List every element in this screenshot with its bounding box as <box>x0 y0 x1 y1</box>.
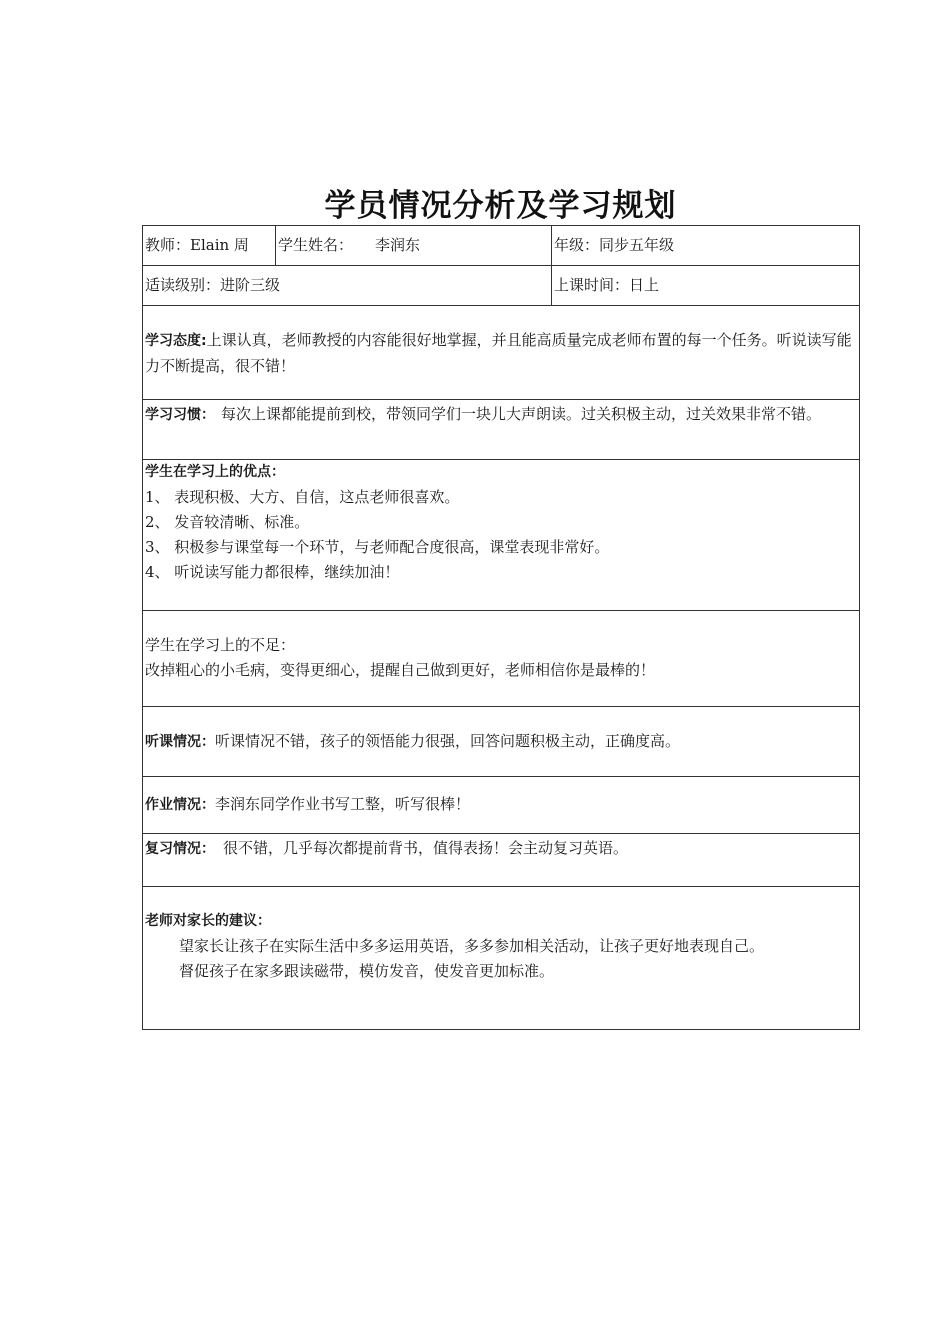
attitude-row <box>143 306 860 400</box>
strengths-label: 学生在学习上的优点： <box>145 464 285 480</box>
listening-cell <box>143 707 860 777</box>
advice-label: 老师对家长的建议： <box>145 913 271 929</box>
habits-cell <box>143 400 860 460</box>
weaknesses-text: 改掉粗心的小毛病，变得更细心，提醒自己做到更好，老师相信你是最棒的！ <box>145 661 656 679</box>
review-label: 复习情况： <box>145 841 215 857</box>
advice-cell <box>143 887 860 1030</box>
listening-label: 听课情况： <box>145 733 215 750</box>
homework-row <box>143 777 860 834</box>
teacher-cell <box>143 226 276 266</box>
strengths-row <box>143 460 860 611</box>
strengths-item-1: 1、 表现积极、大方、自信，这点老师很喜欢。 <box>145 488 460 506</box>
weaknesses-label: 学生在学习上的不足： <box>145 636 296 654</box>
advice-line-1: 望家长让孩子在实际生活中多多运用英语，多多参加相关活动，让孩子更好地表现自己。 <box>179 937 765 955</box>
attitude-cell <box>143 306 860 400</box>
homework-cell <box>143 777 860 834</box>
grade-field: 年级：同步五年级 <box>554 236 675 254</box>
attitude-text: 上课认真，老师教授的内容能很好地掌握，并且能高质量完成老师布置的每一个任务。听说读写能力不断提高，很不错！ <box>145 331 852 375</box>
strengths-item-2: 2、 发音较清晰、标准。 <box>145 513 310 531</box>
review-cell <box>143 834 860 887</box>
review-row <box>143 834 860 887</box>
habits-row <box>143 400 860 460</box>
attitude-label: 学习态度: <box>145 333 207 349</box>
strengths-item-4: 4、 听说读写能力都很棒，继续加油！ <box>145 563 400 581</box>
class-time-cell <box>552 266 860 306</box>
listening-text: 听课情况不错，孩子的领悟能力很强，回答问题积极主动，正确度高。 <box>215 731 681 750</box>
reading-level-field: 适读级别：进阶三级 <box>145 276 281 294</box>
habits-text: 每次上课都能提前到校，带领同学们一块儿大声朗读。过关积极主动，过关效果非常不错。 <box>221 405 822 423</box>
student-analysis-table <box>142 225 860 1030</box>
student-name-cell <box>276 226 552 266</box>
homework-label: 作业情况： <box>145 797 215 813</box>
listening-row <box>143 707 860 777</box>
student-name-label: 学生姓名： <box>278 236 354 254</box>
class-time-field: 上课时间：日上 <box>554 276 660 294</box>
strengths-cell <box>143 460 860 611</box>
homework-text: 李润东同学作业书写工整，听写很棒！ <box>215 795 471 813</box>
info-row-1 <box>143 226 860 266</box>
document-title: 学员情况分析及学习规划 <box>324 188 677 224</box>
weaknesses-row <box>143 611 860 707</box>
advice-line-2: 督促孩子在家多跟读磁带，模仿发音，使发音更加标准。 <box>179 962 555 980</box>
reading-level-cell <box>143 266 552 306</box>
habits-label: 学习习惯： <box>145 407 215 423</box>
teacher-field: 教师：Elain 周 <box>145 236 249 254</box>
grade-cell <box>552 226 860 266</box>
review-text: 很不错，几乎每次都提前背书，值得表扬！会主动复习英语。 <box>223 839 629 857</box>
strengths-item-3: 3、 积极参与课堂每一个环节，与老师配合度很高，课堂表现非常好。 <box>145 538 610 556</box>
advice-row <box>143 887 860 1030</box>
student-name-value: 李润东 <box>375 236 421 254</box>
weaknesses-cell <box>143 611 860 707</box>
info-row-2 <box>143 266 860 306</box>
